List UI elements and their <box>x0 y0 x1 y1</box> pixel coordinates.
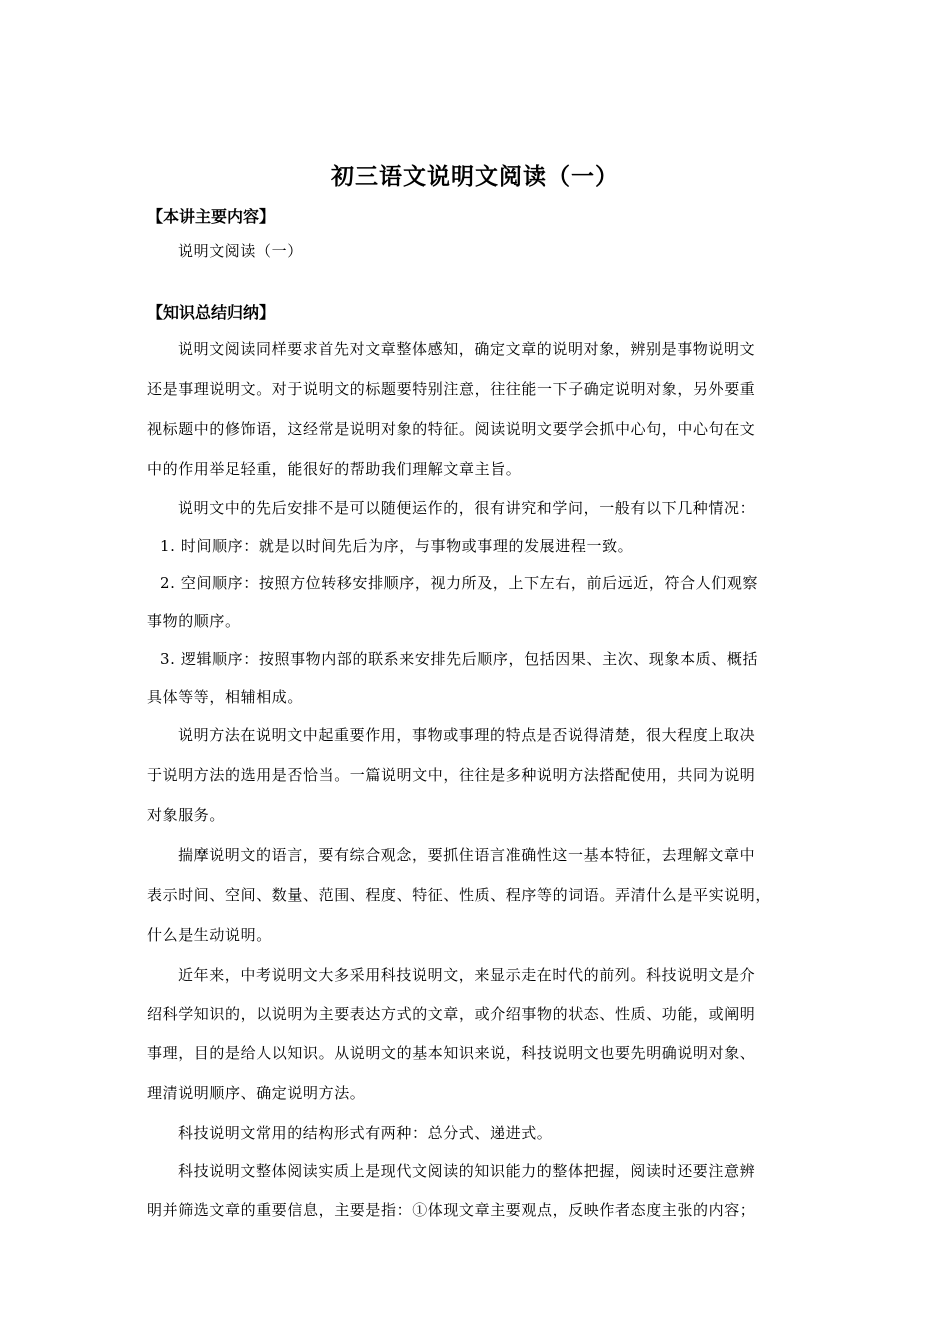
paragraph-line: 事理，目的是给人以知识。从说明文的基本知识来说，科技说明文也要先明确说明对象、 <box>147 1044 756 1062</box>
section-heading-main-content: 【本讲主要内容】 <box>147 207 276 226</box>
list-item-time-order: 1. 时间顺序：就是以时间先后为序，与事物或事理的发展进程一致。 <box>160 537 634 555</box>
paragraph-line: 对象服务。 <box>147 806 226 824</box>
paragraph-line: 近年来，中考说明文大多采用科技说明文，来显示走在时代的前列。科技说明文是介 <box>178 966 756 984</box>
paragraph-line: 揣摩说明文的语言，要有综合观念，要抓住语言准确性这一基本特征，去理解文章中 <box>178 846 756 864</box>
section-content-text: 说明文阅读（一） <box>178 242 303 260</box>
paragraph-line: 绍科学知识的，以说明为主要表达方式的文章，或介绍事物的状态、性质、功能，或阐明 <box>147 1005 756 1023</box>
paragraph-line: 科技说明文整体阅读实质上是现代文阅读的知识能力的整体把握，阅读时还要注意辨 <box>178 1162 756 1180</box>
paragraph-line: 说明文中的先后安排不是可以随便运作的，很有讲究和学问，一般有以下几种情况： <box>178 499 756 517</box>
paragraph-line: 什么是生动说明。 <box>147 926 272 944</box>
list-item-space-order: 2. 空间顺序：按照方位转移安排顺序，视力所及，上下左右，前后远近，符合人们观察 <box>160 574 759 592</box>
paragraph-line: 于说明方法的选用是否恰当。一篇说明文中，往往是多种说明方法搭配使用，共同为说明 <box>147 766 756 784</box>
page-title: 初三语文说明文阅读（一） <box>331 163 619 190</box>
paragraph-line: 说明方法在说明文中起重要作用，事物或事理的特点是否说得清楚，很大程度上取决 <box>178 726 756 744</box>
paragraph-line: 中的作用举足轻重，能很好的帮助我们理解文章主旨。 <box>147 460 522 478</box>
paragraph-line: 表示时间、空间、数量、范围、程度、特征、性质、程序等的词语。弄清什么是平实说明， <box>147 886 772 904</box>
list-item-logic-order: 3. 逻辑顺序：按照事物内部的联系来安排先后顺序，包括因果、主次、现象本质、概括 <box>160 650 759 668</box>
paragraph-line: 还是事理说明文。对于说明文的标题要特别注意，往往能一下子确定说明对象，另外要重 <box>147 380 756 398</box>
paragraph-line: 理清说明顺序、确定说明方法。 <box>147 1084 366 1102</box>
paragraph-line: 说明文阅读同样要求首先对文章整体感知，确定文章的说明对象，辨别是事物说明文 <box>178 340 756 358</box>
paragraph-line: 具体等等，相辅相成。 <box>147 688 304 706</box>
paragraph-line: 科技说明文常用的结构形式有两种：总分式、递进式。 <box>178 1124 553 1142</box>
paragraph-line: 视标题中的修饰语，这经常是说明对象的特征。阅读说明文要学会抓中心句，中心句在文 <box>147 420 756 438</box>
paragraph-line: 事物的顺序。 <box>147 612 241 630</box>
paragraph-line: 明并筛选文章的重要信息，主要是指：①体现文章主要观点，反映作者态度主张的内容； <box>147 1201 756 1219</box>
section-heading-knowledge-summary: 【知识总结归纳】 <box>147 303 276 322</box>
